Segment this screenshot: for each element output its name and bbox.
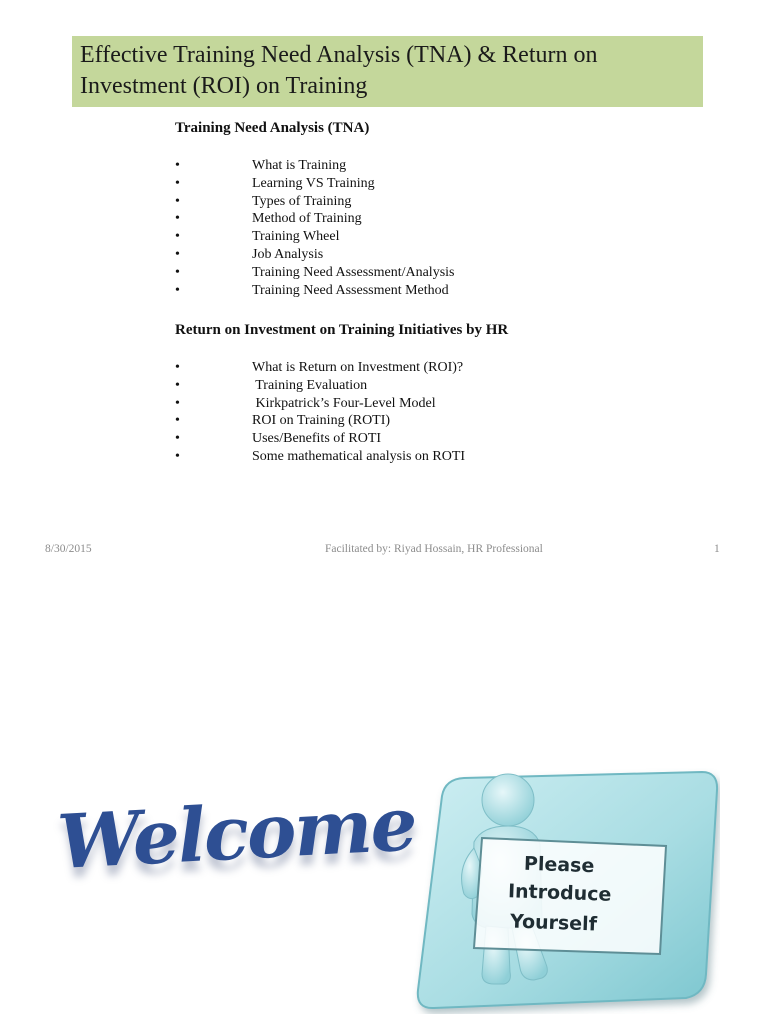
sign-line-2: Introduce <box>507 880 612 906</box>
bullet-icon: • <box>175 448 180 464</box>
bullet-icon: • <box>175 175 180 191</box>
footer-facilitator: Facilitated by: Riyad Hossain, HR Professional <box>325 543 543 555</box>
bullet-icon: • <box>175 377 180 393</box>
welcome-wordart: Welcome <box>55 781 418 886</box>
title-line-1: Effective Training Need Analysis (TNA) & Return on <box>80 42 598 68</box>
bullet-icon: • <box>175 413 180 429</box>
bullet-icon: • <box>175 193 180 209</box>
bullet-icon: • <box>175 431 180 447</box>
bullet-icon: • <box>175 360 180 375</box>
title-line-2: Investment (ROI) on Training <box>80 73 368 99</box>
title-banner <box>72 36 703 107</box>
bullet-icon: • <box>175 246 180 262</box>
sign-line-1: Please <box>523 852 595 878</box>
roi-heading: Return on Investment on Training Initiatives by HR <box>175 322 509 338</box>
footer-date: 8/30/2015 <box>45 543 92 555</box>
bullet-icon: • <box>175 211 180 227</box>
sign-line-3: Yourself <box>509 910 598 936</box>
bullet-icon: • <box>175 158 180 173</box>
introduce-yourself-card <box>412 768 720 1014</box>
bullet-icon: • <box>175 264 180 280</box>
tna-heading: Training Need Analysis (TNA) <box>175 120 370 136</box>
bullet-icon: • <box>175 282 180 298</box>
bullet-icon: • <box>175 395 180 411</box>
bullet-icon: • <box>175 229 180 245</box>
footer-page-number: 1 <box>714 543 720 555</box>
